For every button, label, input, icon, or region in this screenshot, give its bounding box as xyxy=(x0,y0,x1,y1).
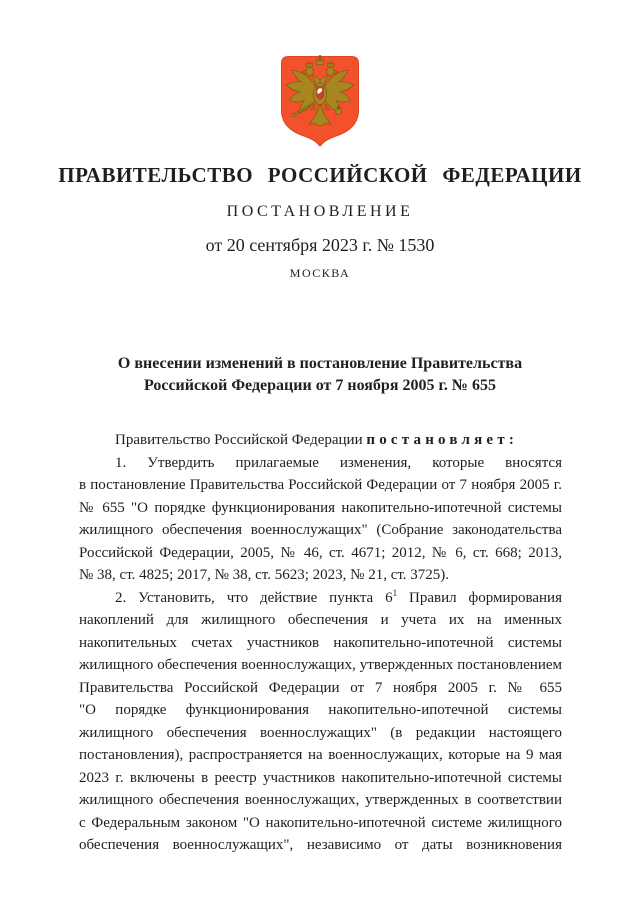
city-label: МОСКВА xyxy=(289,266,351,280)
breast-shield xyxy=(316,87,324,100)
superscript-index: 1 xyxy=(392,587,398,598)
paragraph-item-1: 1. Утвердить прилагаемые изменения, которые вносятся в постановление Правительства Российской Федерации от 7 ноября 2005 г. № 655 "О порядке функционирования накопительно-ипотечной системы жилищного обеспечения военнослужащих" (Собрание законодательства Российской Федерации, 2005, № 46, ст. 4671; 2012, № 6, ст. 668; 2013, № 38, ст. 4825; 2017, № 38, ст. 5623; 2023, № 21, ст. 3725). xyxy=(79,454,562,583)
paragraph-item-2 xyxy=(79,587,562,857)
document-title xyxy=(0,353,640,397)
russia-coat-of-arms-icon xyxy=(280,55,360,147)
resolution-intro-text: Правительство Российской Федерации xyxy=(115,432,367,448)
document-title-line1: О внесении изменений в постановление Правительства xyxy=(117,355,523,372)
issuing-authority-title: ПРАВИТЕЛЬСТВО РОССИЙСКОЙ ФЕДЕРАЦИИ xyxy=(58,163,582,187)
date-and-number-line: от 20 сентября 2023 г. № 1530 xyxy=(205,235,435,255)
coat-of-arms-svg xyxy=(280,55,360,147)
document-body xyxy=(79,429,562,857)
item-2-text-before-footnote: 2. Установить, что действие пункта 6 xyxy=(115,589,393,606)
document-type-label: ПОСТАНОВЛЕНИЕ xyxy=(226,203,414,220)
paragraph-resolution-intro xyxy=(79,429,562,452)
resolution-verb: постановляет: xyxy=(366,432,519,448)
item-2-text-after-footnote: Правил формирования накоплений для жилищного обеспечения и учета их на именных накопительных счетах участников накопительно-ипотечной системы жилищного обеспечения военнослужащих, утвержденных постановлением Правительства Российской Федерации от 7 ноября 2005 г. № 655 "О порядке функционирования накопительно-ипотечной системы жилищного обеспечения военнослужащих" (в редакции настоящего постановления), распространяется на военнослужащих, которые на 9 мая 2023 г. включены в реестр участников накопительно-ипотечной системы жилищного обеспечения военнослужащих, утвержденных в соответствии с Федеральным законом "О накопительно-ипотечной системе жилищного обеспечения военнослужащих", независимо от даты возникновения xyxy=(79,589,562,853)
document-title-line2: Российской Федерации от 7 ноября 2005 г. № 655 xyxy=(143,377,497,394)
